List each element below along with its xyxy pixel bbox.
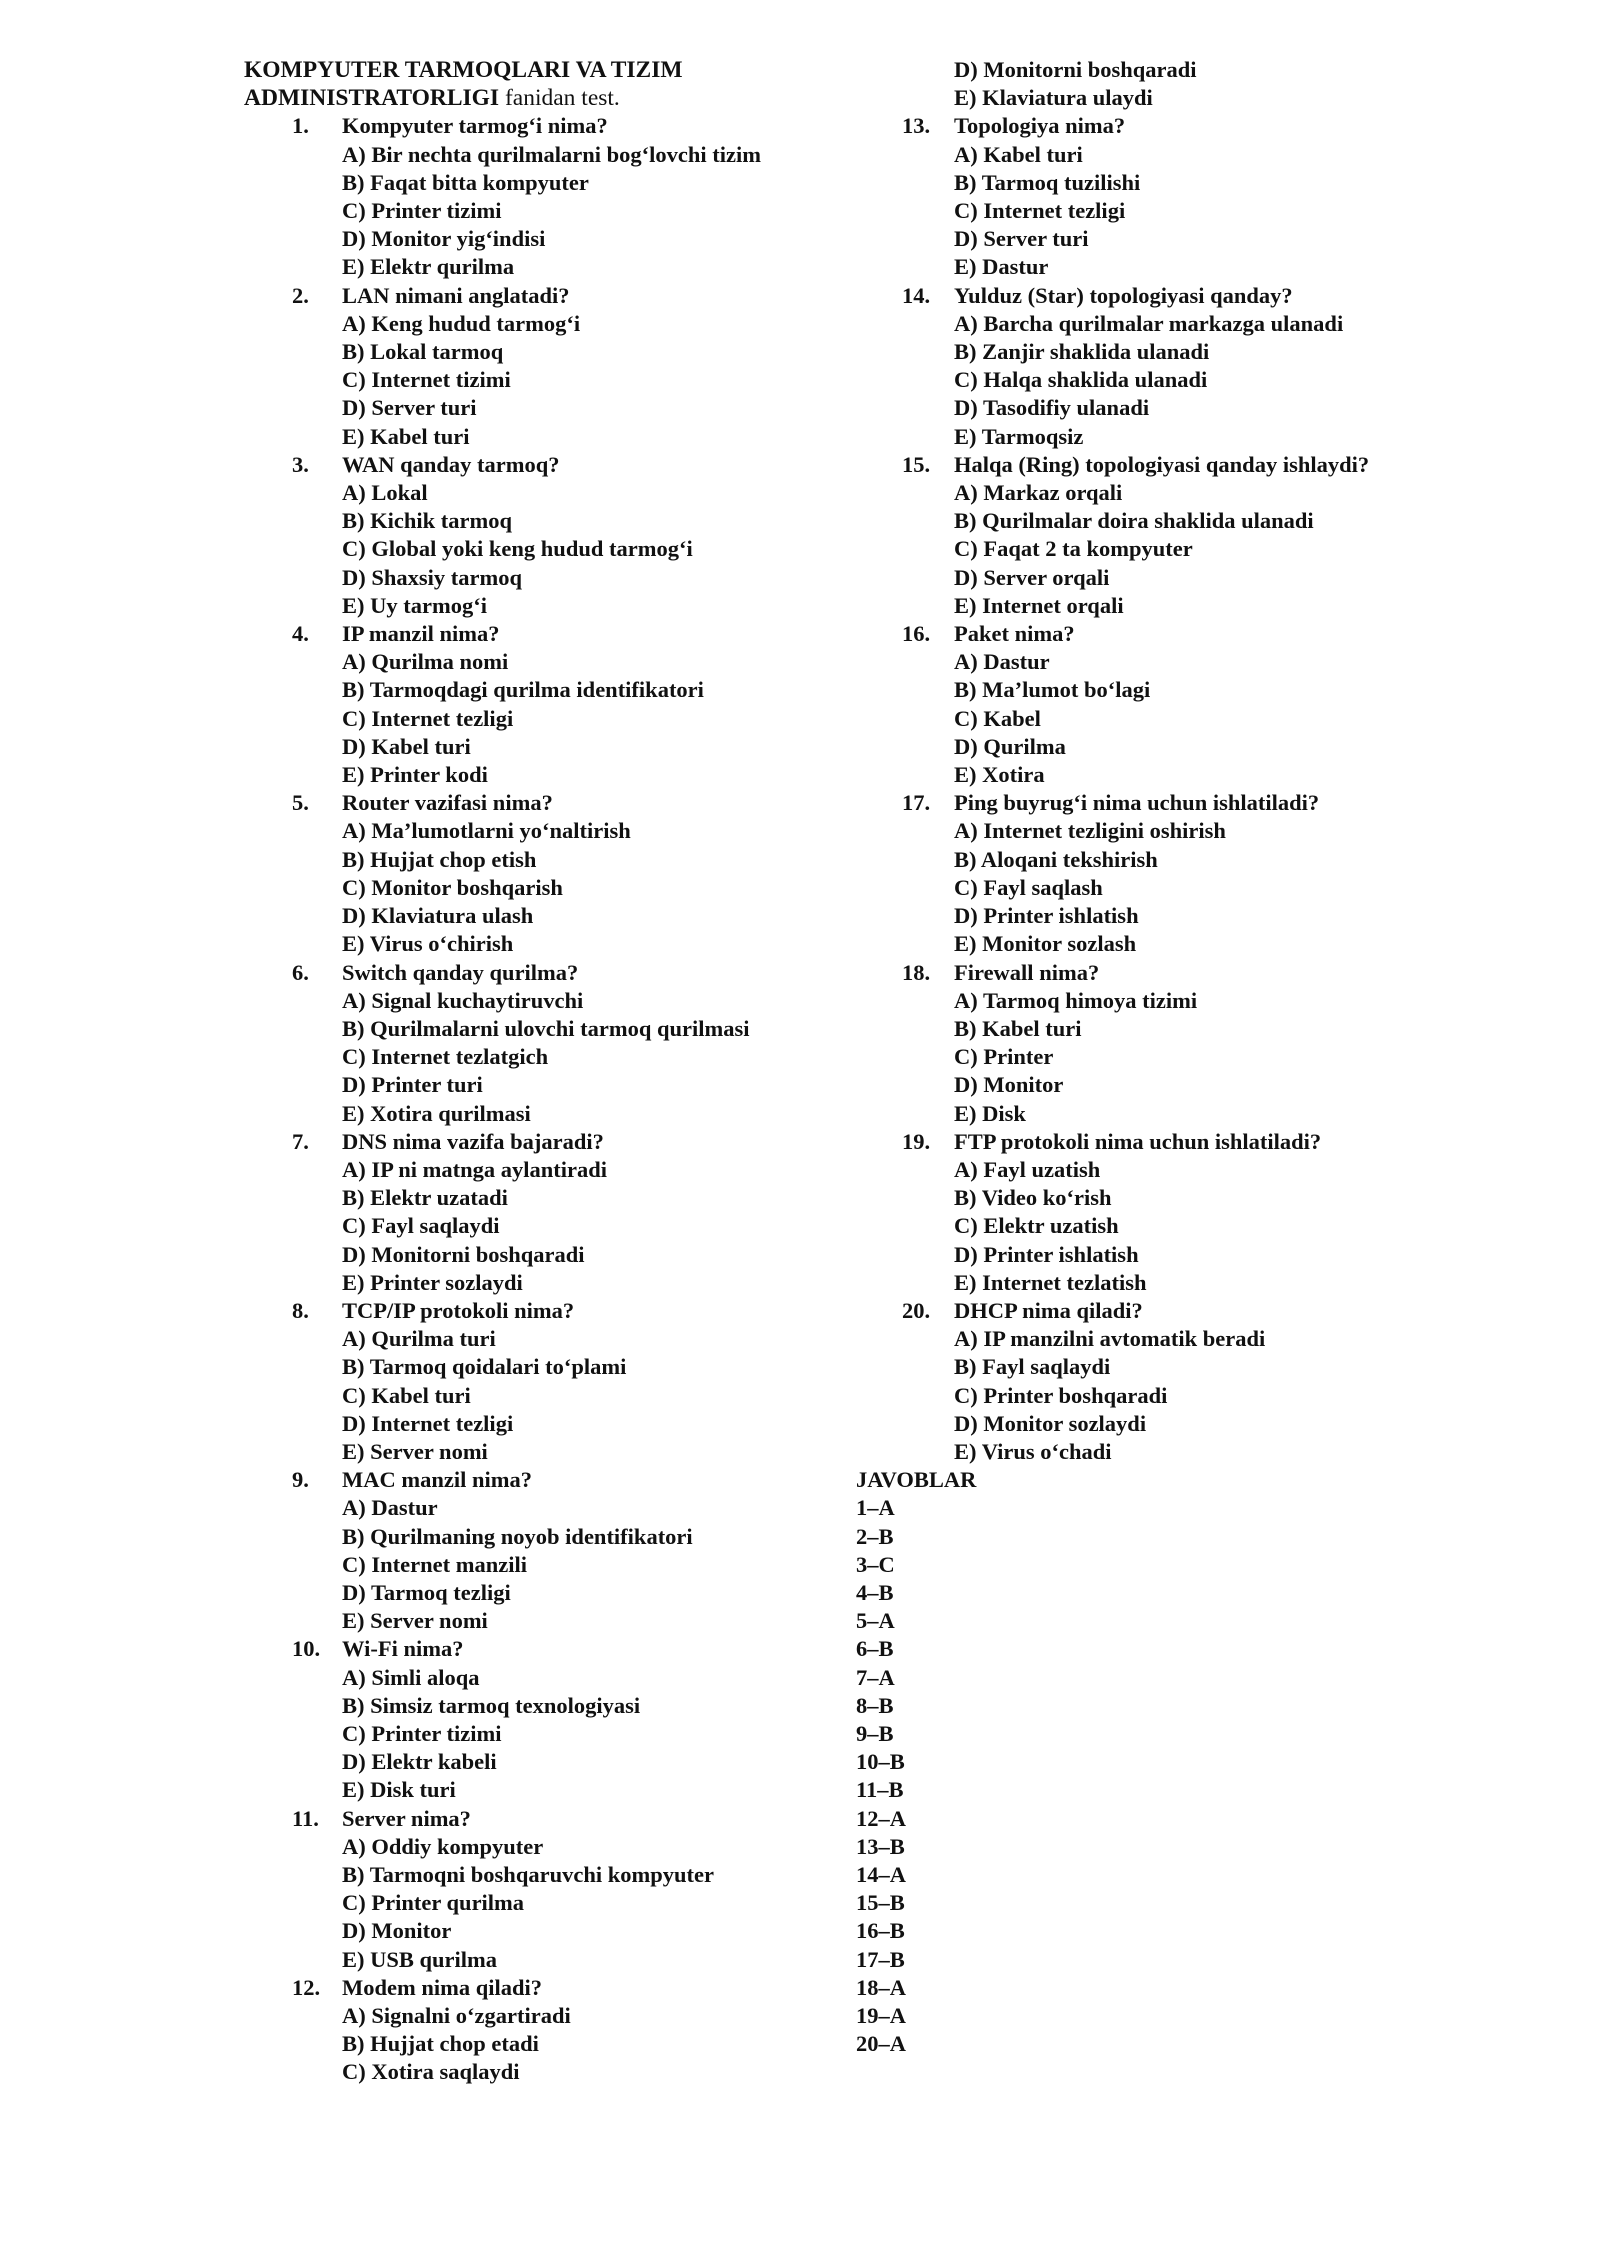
answer-key-item: 4–B <box>856 1579 894 1605</box>
answer-option: E) Disk <box>954 1100 1026 1126</box>
answer-key-item: 7–A <box>856 1664 895 1690</box>
answer-option: E) Internet orqali <box>954 592 1124 618</box>
question-number: 16. <box>902 621 931 647</box>
answer-option: E) Printer sozlaydi <box>342 1269 523 1295</box>
question-text: DNS nima vazifa bajaradi? <box>342 1128 604 1154</box>
answer-key-item: 18–A <box>856 1974 906 2000</box>
question-5 <box>244 789 814 958</box>
answer-option: C) Fayl saqlaydi <box>342 1213 500 1239</box>
answer-option: A) Kabel turi <box>954 141 1083 167</box>
answer-option: D) Elektr kabeli <box>342 1749 497 1775</box>
question-text: Topologiya nima? <box>954 113 1126 139</box>
answer-option: E) Server nomi <box>342 1608 488 1634</box>
question-text: Paket nima? <box>954 621 1075 647</box>
question-text: Server nima? <box>342 1805 471 1831</box>
answer-option: D) Tarmoq tezligi <box>342 1579 511 1605</box>
left-column <box>244 56 814 2087</box>
answer-option: B) Simsiz tarmoq texnologiyasi <box>342 1692 641 1718</box>
answer-option: B) Tarmoqni boshqaruvchi kompyuter <box>342 1862 714 1887</box>
answer-key-item: 1–A <box>856 1495 895 1521</box>
answer-option: C) Internet tezlatgich <box>342 1044 549 1070</box>
answer-option: C) Elektr uzatish <box>954 1213 1119 1239</box>
answer-option: C) Xotira saqlaydi <box>342 2059 520 2085</box>
answer-option: D) Monitor <box>954 1072 1064 1098</box>
answer-option: B) Zanjir shaklida ulanadi <box>954 339 1210 365</box>
question-17 <box>856 789 1416 958</box>
answer-option: A) IP manzilni avtomatik beradi <box>954 1326 1266 1352</box>
answer-option: C) Halqa shaklida ulanadi <box>954 367 1208 393</box>
answer-option: B) Qurilmaning noyob identifikatori <box>342 1523 693 1549</box>
answers-title: JAVOBLAR <box>856 1467 977 1493</box>
answer-option: C) Printer tizimi <box>342 198 502 224</box>
answer-option: C) Printer tizimi <box>342 1720 502 1746</box>
answer-option: E) Virus o‘chirish <box>342 931 514 957</box>
answer-option: C) Internet tizimi <box>342 367 511 393</box>
question-number: 9. <box>292 1467 309 1493</box>
answer-option: E) Elektr qurilma <box>342 254 515 280</box>
answer-key-item: 13–B <box>856 1833 905 1859</box>
answer-option: E) Kabel turi <box>342 423 470 449</box>
question-text: LAN nimani anglatadi? <box>342 282 570 308</box>
answer-option: A) Fayl uzatish <box>954 1156 1101 1182</box>
question-15 <box>856 451 1416 620</box>
question-number: 11. <box>292 1805 319 1831</box>
answer-key-item: 14–A <box>856 1862 906 1887</box>
answer-option: A) IP ni matnga aylantiradi <box>342 1156 608 1182</box>
answer-option: B) Qurilmalarni ulovchi tarmoq qurilmasi <box>342 1015 750 1041</box>
question-18 <box>856 959 1416 1128</box>
question-1 <box>244 112 814 281</box>
answer-key-item: 2–B <box>856 1523 894 1549</box>
question-number: 3. <box>292 451 309 477</box>
answer-key-item: 10–B <box>856 1749 905 1775</box>
answer-option: E) Dastur <box>954 254 1049 280</box>
answer-option: A) Qurilma nomi <box>342 649 509 675</box>
answer-option: E) Server nomi <box>342 1438 488 1464</box>
question-number: 10. <box>292 1636 321 1662</box>
answer-option: C) Printer <box>954 1044 1054 1070</box>
answer-option: A) Oddiy kompyuter <box>342 1833 544 1859</box>
answer-option: A) Signalni o‘zgartiradi <box>342 2003 571 2029</box>
answer-option: E) Virus o‘chadi <box>954 1438 1112 1464</box>
answer-option: D) Kabel turi <box>342 733 471 759</box>
question-text: FTP protokoli nima uchun ishlatiladi? <box>954 1128 1322 1154</box>
question-number: 5. <box>292 790 309 816</box>
answer-option: C) Monitor boshqarish <box>342 874 563 900</box>
answer-option: E) Internet tezlatish <box>954 1269 1147 1295</box>
title-normal: fanidan test. <box>504 85 620 112</box>
answer-option: C) Printer boshqaradi <box>954 1382 1168 1408</box>
answer-option: B) Aloqani tekshirish <box>954 846 1158 872</box>
question-16 <box>856 620 1416 789</box>
answer-option: B) Elektr uzatadi <box>342 1185 508 1211</box>
answer-option: A) Tarmoq himoya tizimi <box>954 987 1198 1013</box>
question-text: Wi-Fi nima? <box>342 1636 464 1662</box>
answer-option: B) Video ko‘rish <box>954 1185 1112 1211</box>
question-19 <box>856 1128 1416 1297</box>
question-text: IP manzil nima? <box>342 621 500 647</box>
answer-option: E) Disk turi <box>342 1777 456 1803</box>
question-12 <box>856 56 1416 112</box>
document-title <box>244 56 814 112</box>
question-7 <box>244 1128 814 1297</box>
question-text: MAC manzil nima? <box>342 1467 532 1493</box>
answer-option: C) Global yoki keng hudud tarmog‘i <box>342 536 693 562</box>
answer-option: D) Server orqali <box>954 564 1110 590</box>
question-text: TCP/IP protokoli nima? <box>342 1297 575 1323</box>
answer-option: E) Printer kodi <box>342 762 488 788</box>
answer-option: A) Lokal <box>342 480 428 506</box>
answer-option: D) Server turi <box>954 226 1089 252</box>
answer-key-item: 17–B <box>856 1946 905 1972</box>
answer-key-item: 19–A <box>856 2003 906 2029</box>
answer-option: B) Faqat bitta kompyuter <box>342 169 589 195</box>
answer-key-item: 16–B <box>856 1918 905 1944</box>
question-10 <box>244 1635 814 1804</box>
question-number: 12. <box>292 1974 321 2000</box>
answer-option: D) Klaviatura ulash <box>342 903 534 929</box>
question-text: Router vazifasi nima? <box>342 790 553 816</box>
answer-option: A) Bir nechta qurilmalarni bog‘lovchi tizim <box>342 141 761 167</box>
answer-key-item: 20–A <box>856 2031 906 2057</box>
answer-option: D) Monitor <box>342 1918 452 1944</box>
question-number: 6. <box>292 959 309 985</box>
question-11 <box>244 1805 814 1974</box>
answer-option: C) Kabel <box>954 705 1041 731</box>
question-number: 19. <box>902 1128 931 1154</box>
questions-right <box>856 112 1416 1466</box>
question-12 <box>244 1974 814 2087</box>
answer-option: D) Monitorni boshqaradi <box>342 1241 585 1267</box>
answer-option: A) Signal kuchaytiruvchi <box>342 987 584 1013</box>
answer-option: D) Monitor yig‘indisi <box>342 226 546 252</box>
question-3 <box>244 451 814 620</box>
question-text: Yulduz (Star) topologiyasi qanday? <box>954 282 1293 308</box>
answer-option: C) Internet manzili <box>342 1551 527 1577</box>
answer-key-item: 9–B <box>856 1720 894 1746</box>
answer-option: A) Dastur <box>342 1495 438 1521</box>
question-number: 15. <box>902 451 931 477</box>
answer-option: B) Tarmoq tuzilishi <box>954 169 1141 195</box>
answer-option: D) Qurilma <box>954 733 1066 759</box>
answer-key-item: 5–A <box>856 1608 895 1634</box>
answer-option: A) Qurilma turi <box>342 1326 496 1352</box>
answer-option: D) Tasodifiy ulanadi <box>954 395 1150 421</box>
answer-option: A) Keng hudud tarmog‘i <box>342 310 581 336</box>
answer-option: B) Tarmoqdagi qurilma identifikatori <box>342 677 704 703</box>
question-number: 7. <box>292 1128 309 1154</box>
question-8 <box>244 1297 814 1466</box>
answer-option: C) Faqat 2 ta kompyuter <box>954 536 1193 562</box>
title-bold: KOMPYUTER TARMOQLARI VA TIZIM ADMINISTRATORLIGI <box>244 57 683 112</box>
question-text: DHCP nima qiladi? <box>954 1297 1143 1323</box>
question-number: 8. <box>292 1297 309 1323</box>
answer-option: B) Hujjat chop etish <box>342 846 537 872</box>
answer-option: B) Ma’lumot bo‘lagi <box>954 677 1151 703</box>
answer-option: D) Printer ishlatish <box>954 903 1139 929</box>
answer-key-item: 6–B <box>856 1636 894 1662</box>
answers-list <box>856 1494 1416 2058</box>
answer-option: D) Printer turi <box>342 1072 483 1098</box>
answer-option: C) Kabel turi <box>342 1382 471 1408</box>
question-9 <box>244 1466 814 1635</box>
answer-option: C) Printer qurilma <box>342 1890 525 1916</box>
answer-option: E) Klaviatura ulaydi <box>954 85 1153 111</box>
question-text: Kompyuter tarmog‘i nima? <box>342 113 608 139</box>
answer-option: C) Internet tezligi <box>954 198 1126 224</box>
question-text: Firewall nima? <box>954 959 1100 985</box>
question-12-continuation <box>856 56 1416 112</box>
right-column <box>856 56 1416 2058</box>
answer-option: C) Internet tezligi <box>342 705 514 731</box>
question-number: 20. <box>902 1297 931 1323</box>
question-2 <box>244 282 814 451</box>
answer-option: A) Dastur <box>954 649 1050 675</box>
question-text: Ping buyrug‘i nima uchun ishlatiladi? <box>954 790 1320 816</box>
question-number: 1. <box>292 113 309 139</box>
answer-key-item: 8–B <box>856 1692 894 1718</box>
answer-option: D) Server turi <box>342 395 477 421</box>
answer-option: B) Fayl saqlaydi <box>954 1354 1111 1380</box>
answer-option: B) Kichik tarmoq <box>342 508 513 534</box>
answer-option: E) Tarmoqsiz <box>954 423 1084 449</box>
answer-option: A) Markaz orqali <box>954 480 1123 506</box>
answer-option: A) Internet tezligini oshirish <box>954 818 1226 844</box>
answer-option: B) Kabel turi <box>954 1015 1082 1041</box>
answer-option: C) Fayl saqlash <box>954 874 1103 900</box>
answer-option: E) Uy tarmog‘i <box>342 592 487 618</box>
question-number: 17. <box>902 790 931 816</box>
answer-key-item: 11–B <box>856 1777 904 1803</box>
answer-option: D) Internet tezligi <box>342 1410 514 1436</box>
answer-option: D) Shaxsiy tarmoq <box>342 564 523 590</box>
question-text: WAN qanday tarmoq? <box>342 451 560 477</box>
answer-option: B) Tarmoq qoidalari to‘plami <box>342 1354 627 1380</box>
answer-option: D) Printer ishlatish <box>954 1241 1139 1267</box>
questions-left <box>244 112 814 2086</box>
answer-option: A) Ma’lumotlarni yo‘naltirish <box>342 818 631 844</box>
answer-key-item: 3–C <box>856 1551 895 1577</box>
question-text: Switch qanday qurilma? <box>342 959 579 985</box>
question-text: Modem nima qiladi? <box>342 1974 543 2000</box>
answer-key-item: 15–B <box>856 1890 905 1916</box>
question-number: 4. <box>292 621 309 647</box>
question-number: 14. <box>902 282 931 308</box>
answer-option: B) Qurilmalar doira shaklida ulanadi <box>954 508 1314 534</box>
answer-option: B) Hujjat chop etadi <box>342 2031 539 2057</box>
question-6 <box>244 959 814 1128</box>
answer-option: A) Barcha qurilmalar markazga ulanadi <box>954 310 1344 336</box>
question-text: Halqa (Ring) topologiyasi qanday ishlaydi? <box>954 451 1370 477</box>
answer-option: D) Monitorni boshqaradi <box>954 57 1197 82</box>
answer-option: E) USB qurilma <box>342 1946 498 1972</box>
question-4 <box>244 620 814 789</box>
question-20 <box>856 1297 1416 1466</box>
answer-option: E) Monitor sozlash <box>954 931 1137 957</box>
question-number: 2. <box>292 282 309 308</box>
answer-option: E) Xotira <box>954 762 1045 788</box>
answer-option: B) Lokal tarmoq <box>342 339 504 365</box>
question-13 <box>856 112 1416 281</box>
answer-option: A) Simli aloqa <box>342 1664 480 1690</box>
answer-option: D) Monitor sozlaydi <box>954 1410 1147 1436</box>
answer-key-item: 12–A <box>856 1805 906 1831</box>
question-number: 13. <box>902 113 931 139</box>
question-number: 18. <box>902 959 931 985</box>
answer-option: E) Xotira qurilmasi <box>342 1100 531 1126</box>
question-14 <box>856 282 1416 451</box>
